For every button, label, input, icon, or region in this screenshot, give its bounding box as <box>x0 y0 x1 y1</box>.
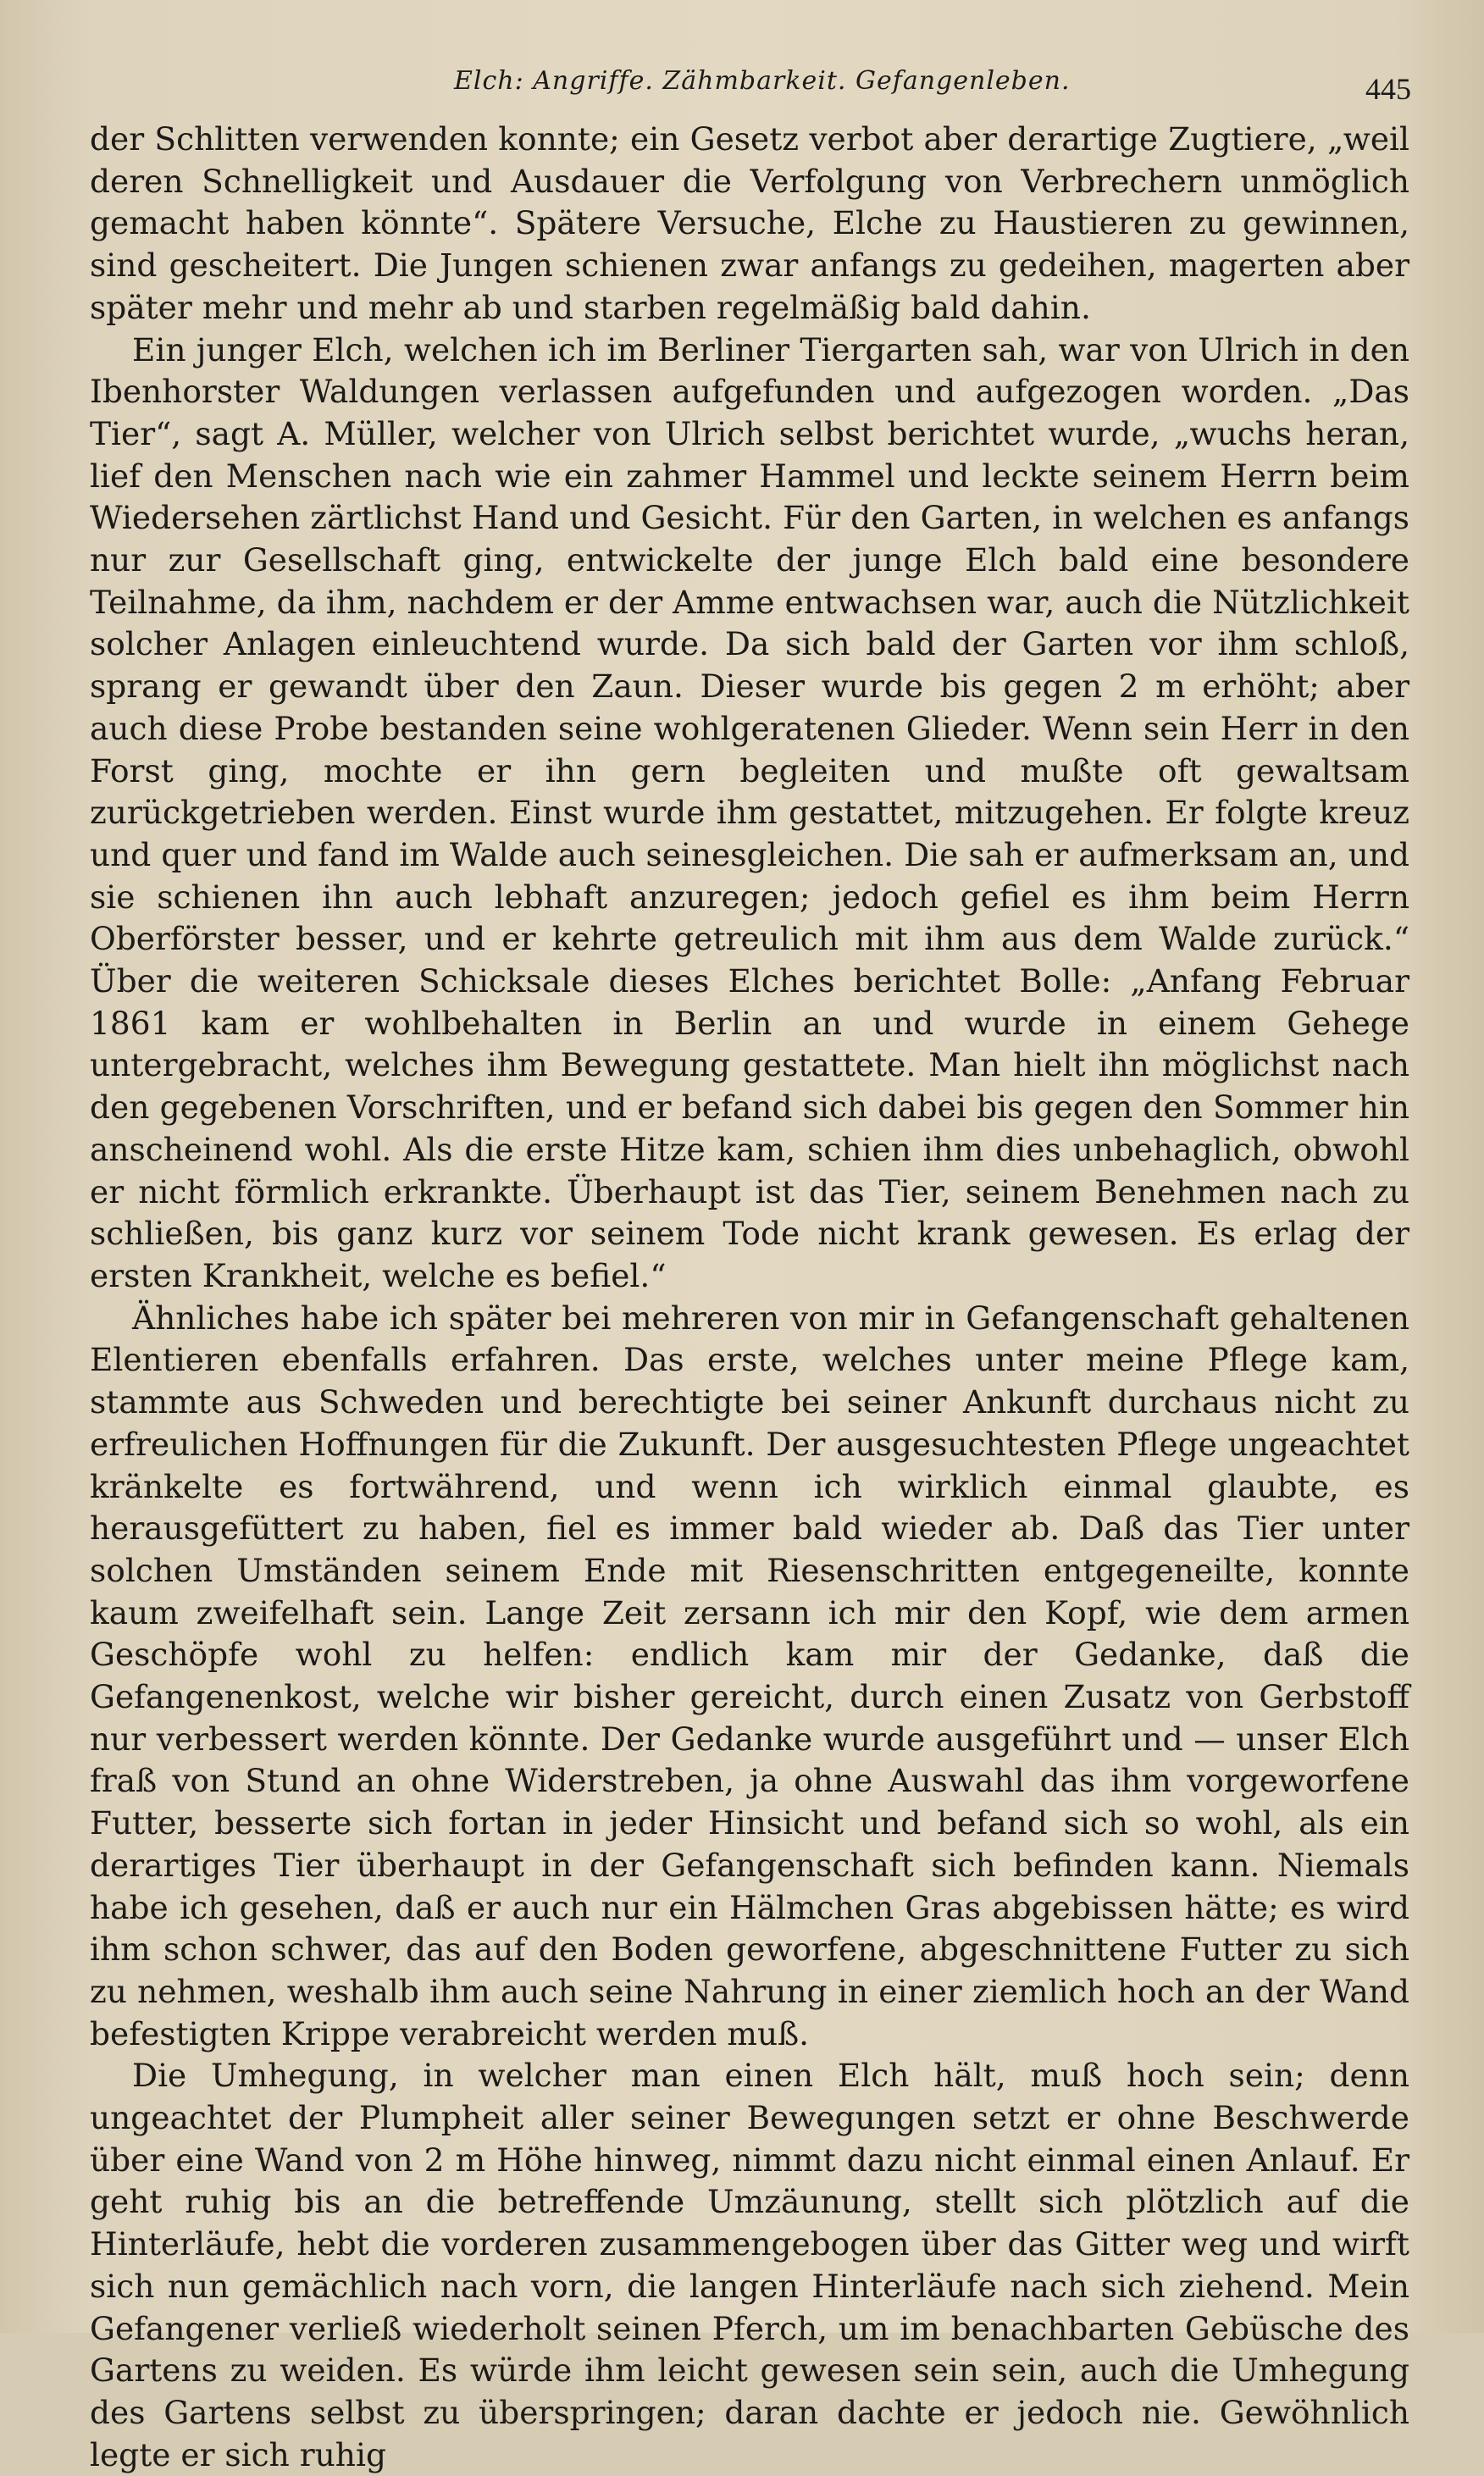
running-head: Elch: Angriffe. Zähmbarkeit. Gefangenleben. <box>454 66 1071 96</box>
paragraph-enclosure: Die Umhegung, in welcher man einen Elch hält, muß hoch sein; denn ungeachtet der Plumpheit aller seiner Bewegungen setzt er ohne Beschwerde über eine Wand von 2 m Höhe hinweg, nimmt dazu nicht einmal einen Anlauf. Er geht ruhig bis an die betreffende Umzäunung, stellt sich plötzlich auf die Hinterläufe, hebt die vorderen zusammengebogen über das Gitter weg und wirft sich nun gemächlich nach vorn, die langen Hinterläufe nach sich ziehend. Mein Gefangener verließ wiederholt seinen Pferch, um im benachbarten Gebüsche des Gartens zu weiden. Es würde ihm leicht gewesen sein sein, auch die Umhegung des Gartens selbst zu überspringen; daran dachte er jedoch nie. Gewöhnlich legte er sich ruhig <box>90 2057 1409 2473</box>
paragraph-young-elk-berlin: Ein junger Elch, welchen ich im Berliner Tiergarten sah, war von Ulrich in den Ibenhorster Waldungen verlassen aufgefunden und aufgezogen worden. „Das Tier“, sagt A. Müller, welcher von Ulrich selbst berichtet wurde, „wuchs heran, lief den Menschen nach wie ein zahmer Hammel und leckte seinem Herrn beim Wiedersehen zärtlichst Hand und Gesicht. Für den Garten, in welchen es anfangs nur zur Gesellschaft ging, entwickelte der junge Elch bald eine besondere Teilnahme, da ihm, nachdem er der Amme entwachsen war, auch die Nützlichkeit solcher Anlagen einleuchtend wurde. Da sich bald der Garten vor ihm schloß, sprang er gewandt über den Zaun. Dieser wurde bis gegen 2 m erhöht; aber auch diese Probe bestanden seine wohlgeratenen Glieder. Wenn sein Herr in den Forst ging, mochte er ihn gern begleiten und mußte oft gewaltsam zurückgetrieben werden. Einst wurde ihm gestattet, mitzugehen. Er folgte kreuz und quer und fand im Walde auch seinesgleichen. Die sah er aufmerksam an, und sie schienen ihn auch lebhaft anzuregen; jedoch gefiel es ihm beim Herrn Oberförster besser, und er kehrte getreulich mit ihm aus dem Walde zurück.“ Über die weiteren Schicksale dieses Elches berichtet Bolle: „Anfang Februar 1861 kam er wohlbehalten in Berlin an und wurde in einem Gehege untergebracht, welches ihm Bewegung gestattete. Man hielt ihn möglichst nach den gegebenen Vorschriften, und er befand sich dabei bis gegen den Sommer hin anscheinend wohl. Als die erste Hitze kam, schien ihm dies unbehaglich, obwohl er nicht förmlich erkrankte. Überhaupt ist das Tier, seinem Benehmen nach zu schließen, bis ganz kurz vor seinem Tode nicht krank gewesen. Es erlag der ersten Krankheit, welche es befiel.“ <box>90 330 1409 1294</box>
paragraph-captive-elk-care: Ähnliches habe ich später bei mehreren von mir in Gefangenschaft gehaltenen Elentieren ebenfalls erfahren. Das erste, welches unter meine Pflege kam, stammte aus Schweden und berechtigte bei seiner Ankunft durchaus nicht zu erfreulichen Hoffnungen für die Zukunft. Der ausgesuchtesten Pflege ungeachtet kränkelte es fortwährend, und wenn ich wirklich einmal glaubte, es herausgefüttert zu haben, fiel es immer bald wieder ab. Daß das Tier unter solchen Umständen seinem Ende mit Riesenschritten entgegeneilte, konnte kaum zweifelhaft sein. Lange Zeit zersann ich mir den Kopf, wie dem armen Geschöpfe wohl zu helfen: endlich kam mir der Gedanke, daß die Gefangenenkost, welche wir bisher gereicht, durch einen Zusatz von Gerbstoff nur verbessert werden könnte. Der Gedanke wurde ausgeführt und — unser Elch fraß von Stund an ohne Widerstreben, ja ohne Auswahl das ihm vorgeworfene Futter, besserte sich fortan in jeder Hinsicht und befand sich so wohl, als ein derartiges Tier überhaupt in der Gefangenschaft sich befinden kann. Niemals habe ich gesehen, daß er auch nur ein Hälmchen Gras abgebissen hätte; es wird ihm schon schwer, das auf den Boden geworfene, abgeschnittene Futter zu sich zu nehmen, weshalb ihm auch seine Nahrung in einer ziemlich hoch an der Wand befestigten Krippe verabreicht werden muß. <box>90 1299 1409 2052</box>
page-number: 445 <box>1365 72 1411 106</box>
page-header <box>90 59 1411 110</box>
paragraph-continued: der Schlitten verwenden konnte; ein Gesetz verbot aber derartige Zugtiere, „weil deren Schnelligkeit und Ausdauer die Verfolgung von Verbrechern unmöglich gemacht haben könnte“. Spätere Versuche, Elche zu Haustieren zu gewinnen, sind gescheitert. Die Jungen schienen zwar anfangs zu gedeihen, magerten aber später mehr und mehr ab und starben regelmäßig bald dahin. <box>90 120 1409 326</box>
body-text <box>90 119 1409 2476</box>
